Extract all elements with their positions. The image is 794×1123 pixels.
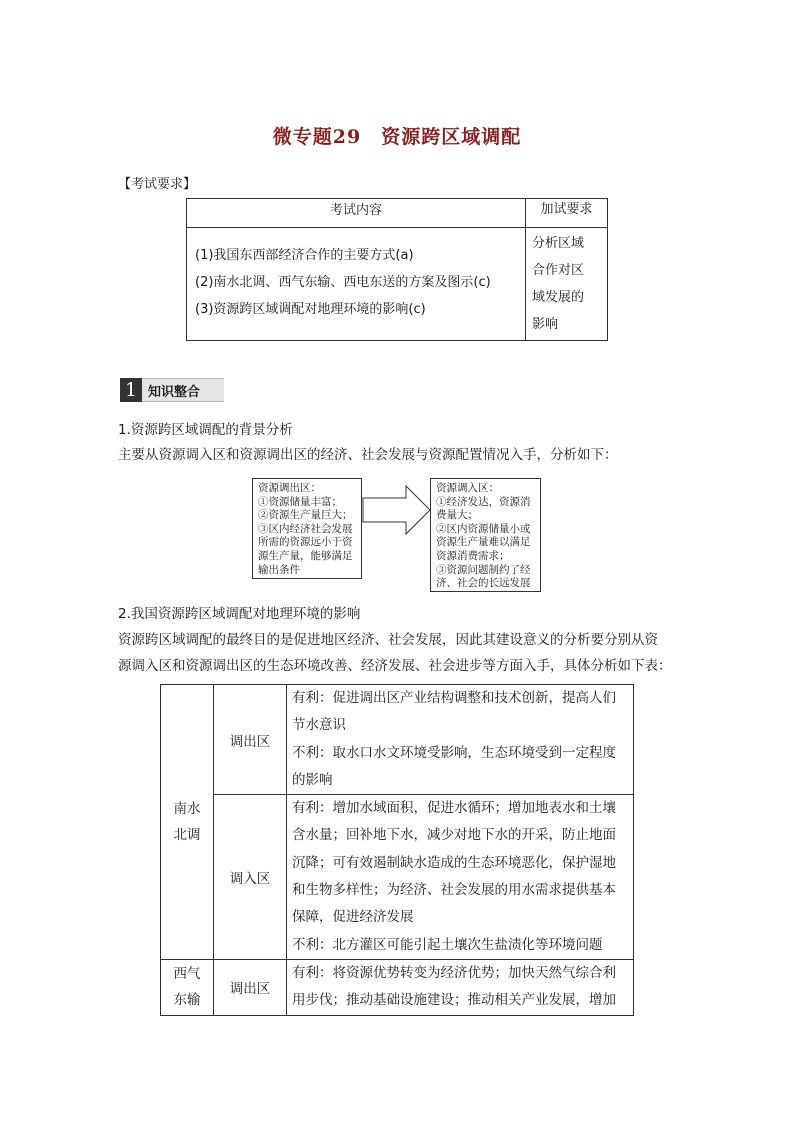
- impact-line: 节水意识: [292, 717, 346, 734]
- impact-line: 和生物多样性；为经济、社会发展的用水需求提供基本: [292, 882, 616, 899]
- requirement-cell: [526, 228, 608, 341]
- impact-line: 沉降；可有效遏制缺水造成的生态环境恶化，保护湿地: [292, 854, 616, 871]
- box-line: 资源消费需求；: [436, 549, 510, 562]
- impact-cell: [287, 795, 634, 960]
- box-line: ①经济发达，资源消: [436, 495, 531, 508]
- box-line: ②区内资源储量小或: [436, 522, 531, 535]
- box-line: 费量大；: [436, 509, 478, 522]
- project-name-line: 西气: [173, 966, 201, 983]
- impact-line: 不利：北方灌区可能引起土壤次生盐渍化等环境问题: [292, 936, 603, 953]
- source-region-box: [252, 478, 362, 579]
- project-cell-west-east-gas: [161, 959, 214, 1015]
- requirement-line: 域发展的: [532, 290, 585, 305]
- exam-requirements-table: [186, 198, 608, 341]
- box-line: 资源调入区：: [436, 482, 499, 494]
- para2-text-line1: 资源跨区域调配的最终目的是促进地区经济、社会发展，因此其建设意义的分析要分别从资: [118, 632, 658, 648]
- section-heading: [120, 378, 224, 402]
- section-number: 1: [120, 378, 142, 402]
- para1-text: 主要从资源调入区和资源调出区的经济、社会发展与资源配置情况入手，分析如下：: [118, 447, 618, 463]
- box-line: 资源调出区：: [258, 482, 321, 494]
- requirement-line: 影响: [532, 317, 559, 332]
- destination-region-box: [430, 478, 541, 592]
- header-requirement: 加试要求: [526, 199, 608, 228]
- box-line: 输出条件: [258, 563, 300, 576]
- section-label: 知识整合: [142, 378, 224, 402]
- region-cell: 调出区: [214, 685, 287, 795]
- impact-line: 有利：将资源优势转变为经济优势；加快天然气综合利: [292, 964, 616, 981]
- box-line: ③区内经济社会发展: [258, 522, 353, 535]
- requirement-line: 分析区域: [532, 236, 585, 251]
- requirement-line: 合作对区: [532, 263, 585, 278]
- impact-line: 不利：取水口水文环境受影响，生态环境受到一定程度: [292, 744, 616, 761]
- box-line: 源生产量，能够满足: [258, 549, 353, 562]
- box-line: 所需的资源远小于资: [258, 536, 353, 549]
- impact-cell: [287, 959, 634, 1015]
- region-cell: 调入区: [214, 795, 287, 960]
- project-name-line: 南水: [173, 800, 201, 817]
- impact-cell: [287, 685, 634, 795]
- impact-line: 用步伐；推动基础设施建设；推动相关产业发展，增加: [292, 992, 616, 1009]
- project-cell-south-north: [161, 685, 214, 960]
- impact-line: 有利：促进调出区产业结构调整和技术创新，提高人们: [292, 690, 616, 706]
- exam-item: (3)资源跨区域调配对地理环境的影响(c): [195, 302, 426, 317]
- box-line: ①资源储量丰富；: [258, 495, 342, 508]
- para2-text-line2: 源调入区和资源调出区的生态环境改善、经济发展、社会进步等方面入手，具体分析如下表：: [118, 658, 672, 674]
- page-title: 微专题29 资源跨区域调配: [272, 126, 522, 148]
- exam-item: (1)我国东西部经济合作的主要方式(a): [195, 248, 414, 263]
- project-name-line: 东输: [173, 992, 201, 1009]
- exam-item: (2)南水北调、西气东输、西电东送的方案及图示(c): [195, 275, 491, 290]
- exam-items-cell: [187, 228, 526, 341]
- project-name-line: 北调: [173, 826, 201, 843]
- impact-line: 保障，促进经济发展: [292, 909, 414, 926]
- exam-requirements-label: 【考试要求】: [118, 177, 197, 192]
- impact-table: [160, 684, 634, 1016]
- box-line: 资源生产量难以满足: [436, 536, 531, 549]
- box-line: ②资源生产量巨大；: [258, 509, 353, 522]
- box-line: 济、社会的长远发展: [436, 577, 531, 590]
- header-content: 考试内容: [187, 199, 526, 228]
- para1-heading: 1.资源跨区域调配的背景分析: [118, 422, 293, 438]
- box-line: ③资源问题制约了经: [436, 563, 531, 576]
- impact-line: 含水量；回补地下水，减少对地下水的开采，防止地面: [292, 827, 616, 844]
- region-cell: 调出区: [214, 959, 287, 1015]
- impact-line: 的影响: [292, 771, 333, 788]
- para2-heading: 2.我国资源跨区域调配对地理环境的影响: [118, 606, 361, 622]
- impact-line: 有利：增加水域面积，促进水循环；增加地表水和土壤: [292, 800, 616, 817]
- arrow-right-icon: [362, 480, 432, 540]
